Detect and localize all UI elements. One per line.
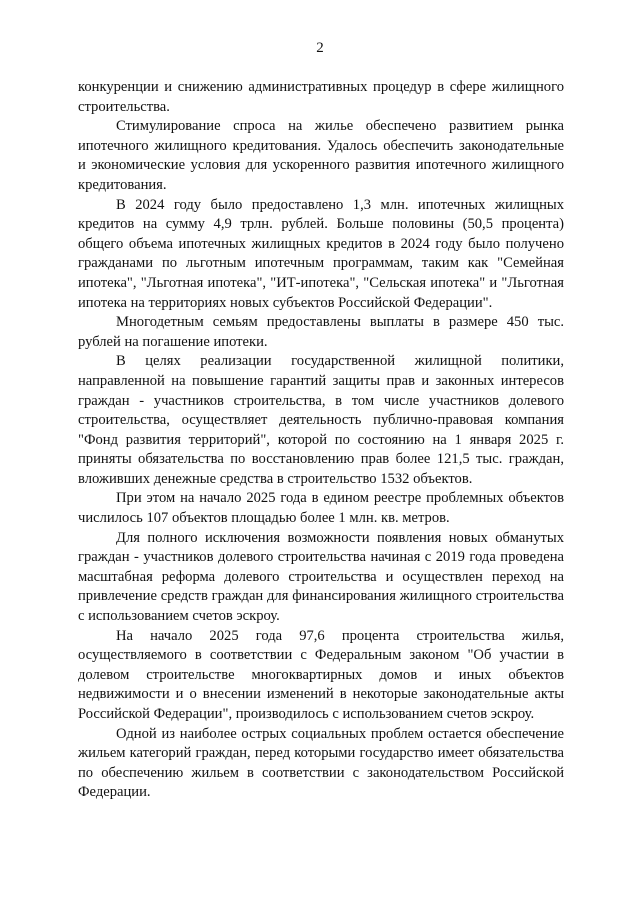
paragraph-3: В 2024 году было предоставлено 1,3 млн. ипотечных жилищных кредитов на сумму 4,9 трлн. рублей. Больше половины (50,5 процента) общего объема ипотечных жилищных кредитов в 2024 году было получено гражданами по льготным ипотечным программам, таким как "Семейная ипотека", "Льготная ипотека", "ИТ-ипотека", "Сельская ипотека" и "Льготная ипотека на территориях новых субъектов Российской Федерации".: [78, 196, 564, 311]
paragraph-8: На начало 2025 года 97,6 процента строительства жилья, осуществляемого в соответствии с Федеральным законом "Об участии в долевом строительстве многоквартирных домов и иных объектов недвижимости и о внесении изменений в некоторые законодательные акты Российской Федерации", производилось с использованием счетов эскроу.: [78, 627, 564, 722]
paragraph-5: В целях реализации государственной жилищной политики, направленной на повышение гарантий защиты прав и законных интересов граждан - участников строительства, в том числе участников долевого строительства, осуществляет деятельность публично-правовая компания "Фонд развития территорий", которой по состоянию на 1 января 2025 г. приняты обязательства по восстановлению прав более 121,5 тыс. граждан, вложивших денежные средства в строительство 1532 объектов.: [78, 353, 564, 487]
document-body: [78, 78, 564, 803]
paragraph-6: При этом на начало 2025 года в едином реестре проблемных объектов числилось 107 объектов площадью более 1 млн. кв. метров.: [78, 490, 564, 527]
page-number: 2: [316, 40, 324, 56]
paragraph-4: Многодетным семьям предоставлены выплаты в размере 450 тыс. рублей на погашение ипотеки.: [78, 314, 564, 350]
paragraph-9: Одной из наиболее острых социальных проблем остается обеспечение жильем категорий граждан, перед которыми государство имеет обязательства по обеспечению жильем в соответствии с законодательством Российской Федерации.: [78, 725, 564, 801]
paragraph-2: Стимулирование спроса на жилье обеспечено развитием рынка ипотечного жилищного кредитования. Удалось обеспечить законодательные и экономические условия для ускоренного развития ипотечного жилищного кредитования.: [78, 118, 564, 193]
paragraph-7: Для полного исключения возможности появления новых обманутых граждан - участников долевого строительства начиная с 2019 года проведена масштабная реформа долевого строительства и осуществлен переход на привлечение средств граждан для финансирования жилищного строительства с использованием счетов эскроу.: [78, 529, 564, 625]
paragraph-1: конкуренции и снижению административных процедур в сфере жилищного строительства.: [78, 79, 564, 115]
